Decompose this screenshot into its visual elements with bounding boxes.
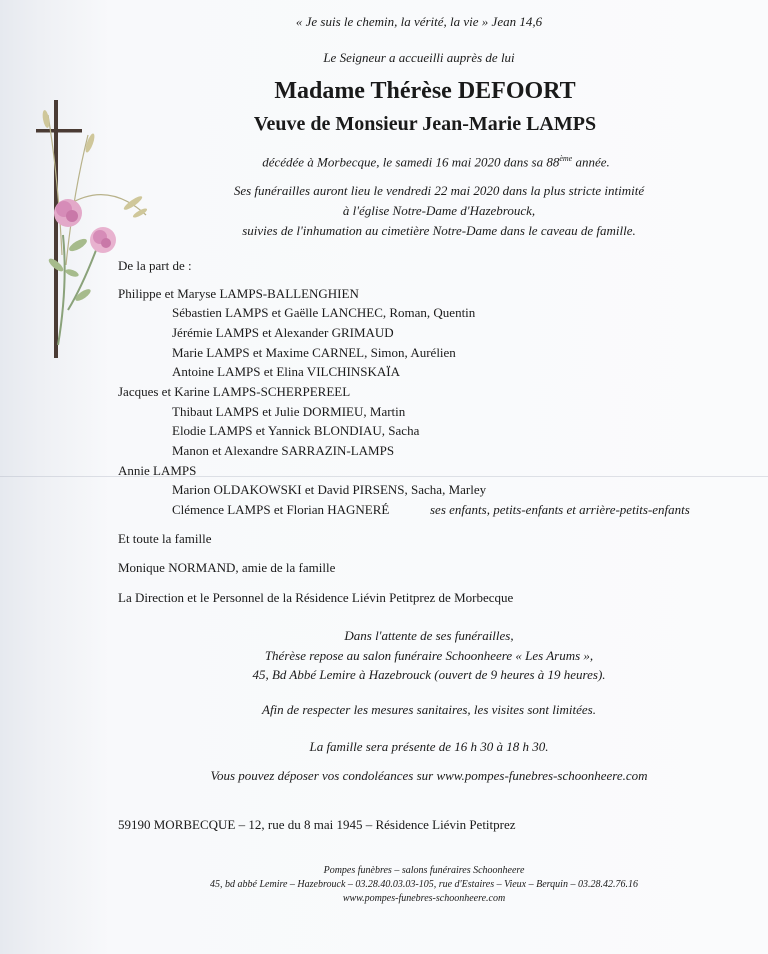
rest-line-3: 45, Bd Abbé Lemire à Hazebrouck (ouvert de 9 heures à 19 heures). bbox=[252, 667, 606, 682]
footer-line-1: Pompes funèbres – salons funéraires Schoonheere bbox=[323, 865, 525, 876]
family-member: Annie LAMPS bbox=[118, 463, 197, 478]
family-member: Thibaut LAMPS et Julie DORMIEU, Martin bbox=[172, 404, 406, 419]
family-member: Manon et Alexandre SARRAZIN-LAMPS bbox=[172, 443, 395, 458]
family-member: Philippe et Maryse LAMPS-BALLENGHIEN bbox=[118, 286, 359, 301]
sanitary-notice: Afin de respecter les mesures sanitaires, les visites sont limitées. bbox=[262, 702, 596, 717]
family-member: Marion OLDAKOWSKI et David PIRSENS, Sacha, Marley bbox=[172, 482, 487, 497]
relation-note: ses enfants, petits-enfants et arrière-petits-enfants bbox=[430, 502, 690, 517]
address-line: 59190 MORBECQUE – 12, rue du 8 mai 1945 – Résidence Liévin Petitprez bbox=[118, 817, 516, 832]
condolences-line: Vous pouvez déposer vos condoléances sur www.pompes-funebres-schoonheere.com bbox=[210, 768, 648, 783]
extra-line: La Direction et le Personnel de la Résidence Liévin Petitprez de Morbecque bbox=[118, 590, 514, 605]
funeral-line-1: Ses funérailles auront lieu le vendredi 22 mai 2020 dans la plus stricte intimité bbox=[233, 183, 645, 198]
family-member: Antoine LAMPS et Elina VILCHINSKAÏA bbox=[172, 364, 400, 379]
death-notice: décédée à Morbecque, le samedi 16 mai 2020 dans sa 88ème année. bbox=[262, 154, 610, 170]
extra-line: Et toute la famille bbox=[118, 531, 212, 546]
page-fold bbox=[0, 476, 768, 477]
family-member: Jérémie LAMPS et Alexander GRIMAUD bbox=[172, 325, 394, 340]
footer-line-2: 45, bd abbé Lemire – Hazebrouck – 03.28.40.03.03-105, rue d'Estaires – Vieux – Berquin – 03.28.42.76.16 bbox=[210, 879, 638, 890]
family-member: Clémence LAMPS et Florian HAGNERÉ bbox=[172, 502, 390, 517]
footer-line-3: www.pompes-funebres-schoonheere.com bbox=[342, 893, 506, 904]
from-label: De la part de : bbox=[118, 258, 192, 273]
family-presence: La famille sera présente de 16 h 30 à 18 h 30. bbox=[309, 739, 549, 754]
funeral-line-3: suivies de l'inhumation au cimetière Notre-Dame dans le caveau de famille. bbox=[242, 223, 636, 238]
extra-line: Monique NORMAND, amie de la famille bbox=[118, 560, 336, 575]
rest-line-1: Dans l'attente de ses funérailles, bbox=[344, 628, 514, 643]
family-member: Sébastien LAMPS et Gaëlle LANCHEC, Roman, Quentin bbox=[172, 305, 476, 320]
funeral-line-2: à l'église Notre-Dame d'Hazebrouck, bbox=[342, 203, 536, 218]
family-member: Jacques et Karine LAMPS-SCHERPEREEL bbox=[118, 384, 351, 399]
widow-of: Veuve de Monsieur Jean-Marie LAMPS bbox=[253, 113, 597, 135]
bible-quote: « Je suis le chemin, la vérité, la vie » Jean 14,6 bbox=[295, 14, 543, 29]
family-member: Marie LAMPS et Maxime CARNEL, Simon, Aurélien bbox=[172, 345, 456, 360]
intro-line: Le Seigneur a accueilli auprès de lui bbox=[323, 50, 515, 65]
family-member: Elodie LAMPS et Yannick BLONDIAU, Sacha bbox=[172, 423, 420, 438]
rest-line-2: Thérèse repose au salon funéraire Schoonheere « Les Arums », bbox=[264, 648, 594, 663]
deceased-name: Madame Thérèse DEFOORT bbox=[274, 78, 576, 104]
